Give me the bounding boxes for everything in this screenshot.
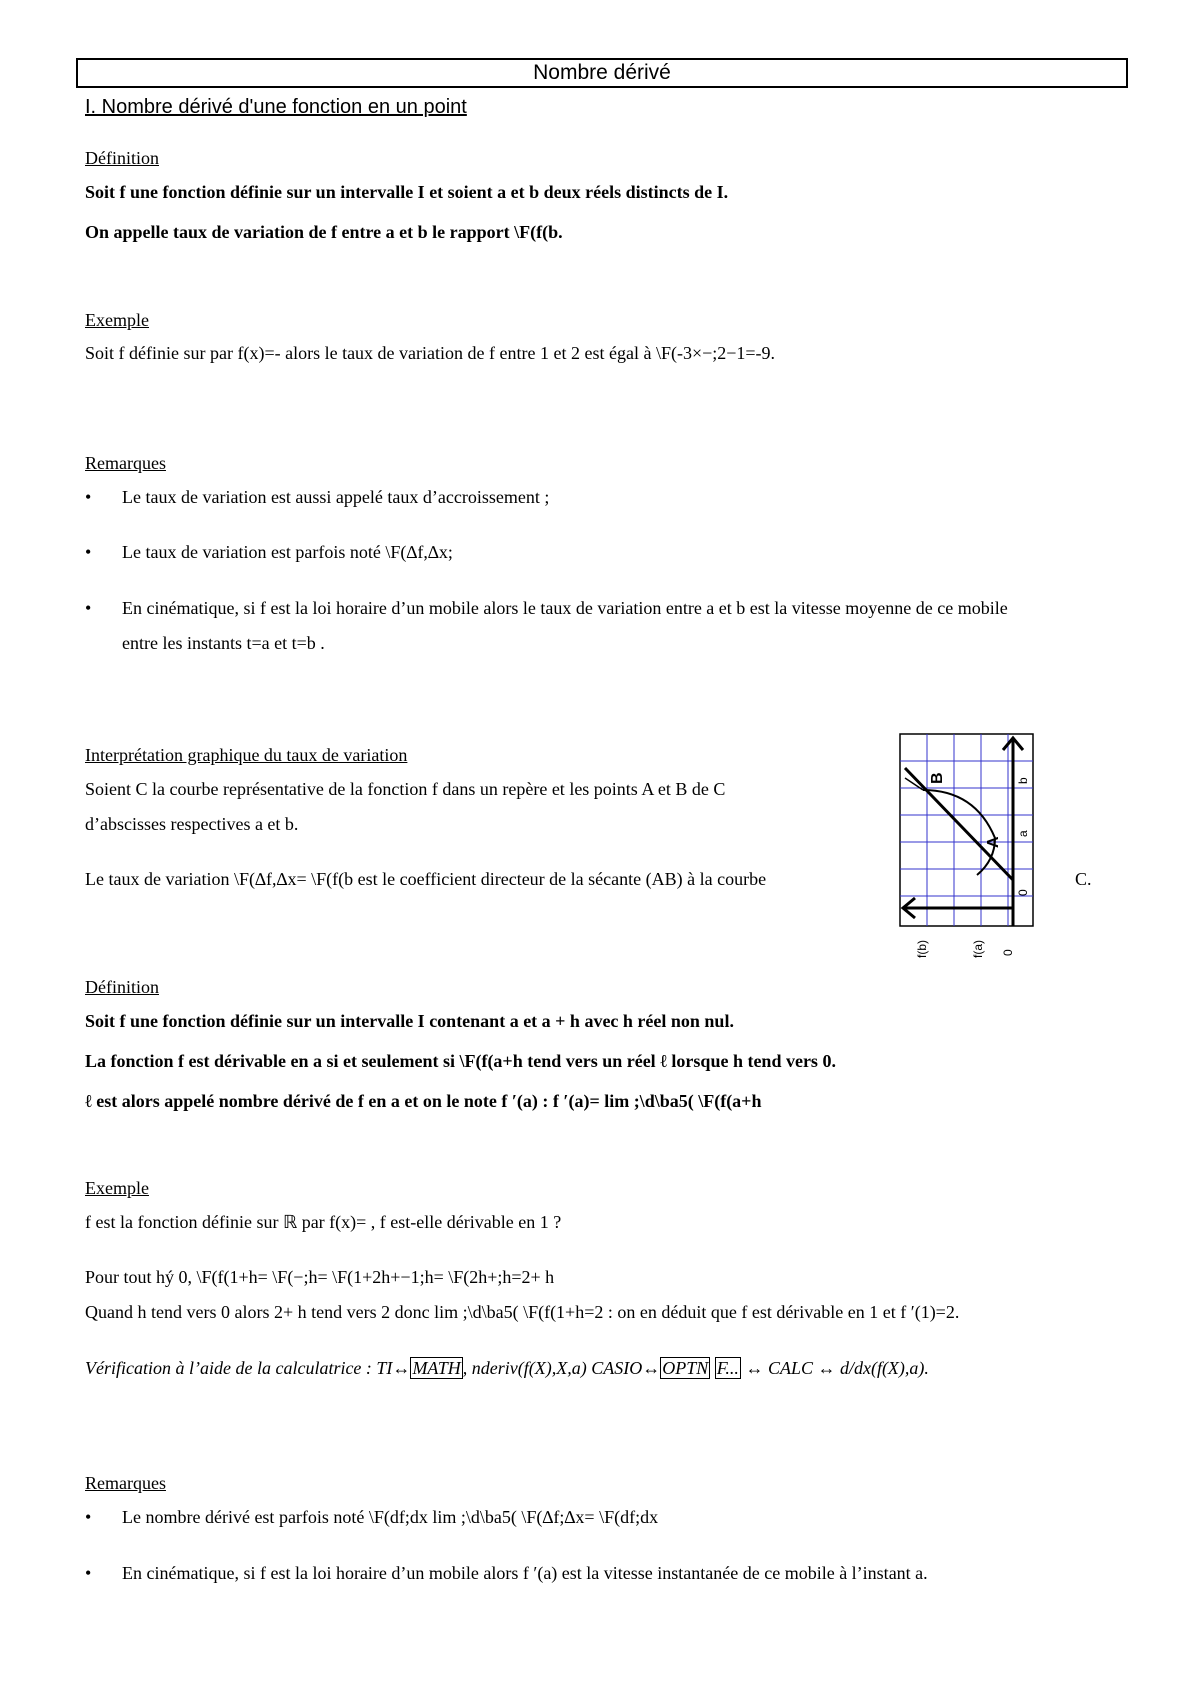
definition2-text-3: ℓ est alors appelé nombre dérivé de f en a et on le note f ′(a) : f ′(a)= lim ;\d\ba5( \F(f(a+h [85, 1091, 762, 1111]
bullet-icon: • [85, 598, 92, 618]
example2-text-2: Pour tout hý 0, \F(f(1+h= \F(−;h= \F(1+2h+−1;h= \F(2h+;h=2+ h [85, 1267, 555, 1287]
f-key: F... [716, 1358, 739, 1378]
secant-line [905, 768, 1013, 880]
interpretation-text-1: Soient C la courbe représentative de la fonction f dans un repère et les points A et B de C [85, 779, 726, 799]
example2-text-1: f est la fonction définie sur ℝ par f(x)= , f est-elle dérivable en 1 ? [85, 1212, 562, 1232]
section-title: I. Nombre dérivé d'une fonction en un point [85, 96, 467, 118]
interpretation-text-2: d’abscisses respectives a et b. [85, 814, 299, 834]
curve-c [923, 790, 995, 875]
axis-label-fa: f(a) [971, 940, 985, 958]
definition-text-2: On appelle taux de variation de f entre a et b le rapport \F(f(b. [85, 222, 563, 242]
calculator-verification [85, 1357, 929, 1379]
bullet-icon: • [85, 1507, 92, 1527]
example-heading-2: Exemple [85, 1178, 149, 1198]
axis-label-b: b [1016, 777, 1030, 784]
interpretation-text-3: Le taux de variation \F(∆f,∆x= \F(f(b est le coefficient directeur de la sécante (AB) à la courbe [85, 869, 767, 889]
bullet-icon: • [85, 542, 92, 562]
definition-text-1: Soit f une fonction définie sur un intervalle I et soient a et b deux réels distincts de I. [85, 182, 729, 202]
example-text: Soit f définie sur par f(x)=- alors le taux de variation de f entre 1 et 2 est égal à \F(-3×−;2−1=-9. [85, 343, 776, 363]
definition2-text-1: Soit f une fonction définie sur un intervalle I contenant a et a + h avec h réel non nul. [85, 1011, 734, 1031]
remark-item-continuation: entre les instants t=a et t=b . [122, 633, 325, 653]
axis-label-a: a [1016, 830, 1030, 837]
remark-item: En cinématique, si f est la loi horaire d’un mobile alors le taux de variation entre a et b est la vitesse moyenne de ce mobile [122, 598, 1008, 618]
verif-prefix: Vérification à l’aide de la calculatrice : TI↔ [85, 1358, 411, 1378]
remarks-heading: Remarques [85, 453, 166, 473]
point-b-label: B [929, 772, 946, 784]
remark2-item: En cinématique, si f est la loi horaire d’un mobile alors f ′(a) est la vitesse instantanée de ce mobile à l’instant a. [122, 1563, 928, 1583]
remark-item: Le taux de variation est aussi appelé taux d’accroissement ; [122, 487, 550, 507]
interpretation-text-end: C. [1075, 869, 1092, 889]
example2-text-3: Quand h tend vers 0 alors 2+ h tend vers 2 donc lim ;\d\ba5( \F(f(1+h=2 : on en déduit que f est dérivable en 1 et f ′(1)=2. [85, 1302, 960, 1322]
axis-label-origin: 0 [1001, 949, 1015, 956]
verif-suffix: ↔ CALC ↔ d/dx(f(X),a). [740, 1358, 929, 1378]
interpretation-heading: Interprétation graphique du taux de variation [85, 745, 408, 765]
remark-item: Le taux de variation est parfois noté \F(∆f,∆x; [122, 542, 453, 562]
bullet-icon: • [85, 1563, 92, 1583]
example-heading: Exemple [85, 310, 149, 330]
bullet-icon: • [85, 487, 92, 507]
definition2-text-2: La fonction f est dérivable en a si et seulement si \F(f(a+h tend vers un réel ℓ lorsque h tend vers 0. [85, 1051, 836, 1071]
optn-key: OPTN [662, 1358, 709, 1378]
remark2-item: Le nombre dérivé est parfois noté \F(df;dx lim ;\d\ba5( \F(∆f;∆x= \F(df;dx [122, 1507, 659, 1527]
verif-mid: , nderiv(f(X),X,a) CASIO↔ [462, 1358, 661, 1378]
axis-label-fb: f(b) [915, 940, 929, 958]
remarks-heading-2: Remarques [85, 1473, 166, 1493]
axis-label-0: 0 [1016, 889, 1030, 896]
definition-heading: Définition [85, 148, 159, 168]
point-a-label: A [985, 836, 1002, 848]
document-title: Nombre dérivé [76, 58, 1128, 88]
math-key: MATH [412, 1358, 461, 1378]
secant-graph-figure [895, 730, 1045, 960]
definition-heading-2: Définition [85, 977, 159, 997]
